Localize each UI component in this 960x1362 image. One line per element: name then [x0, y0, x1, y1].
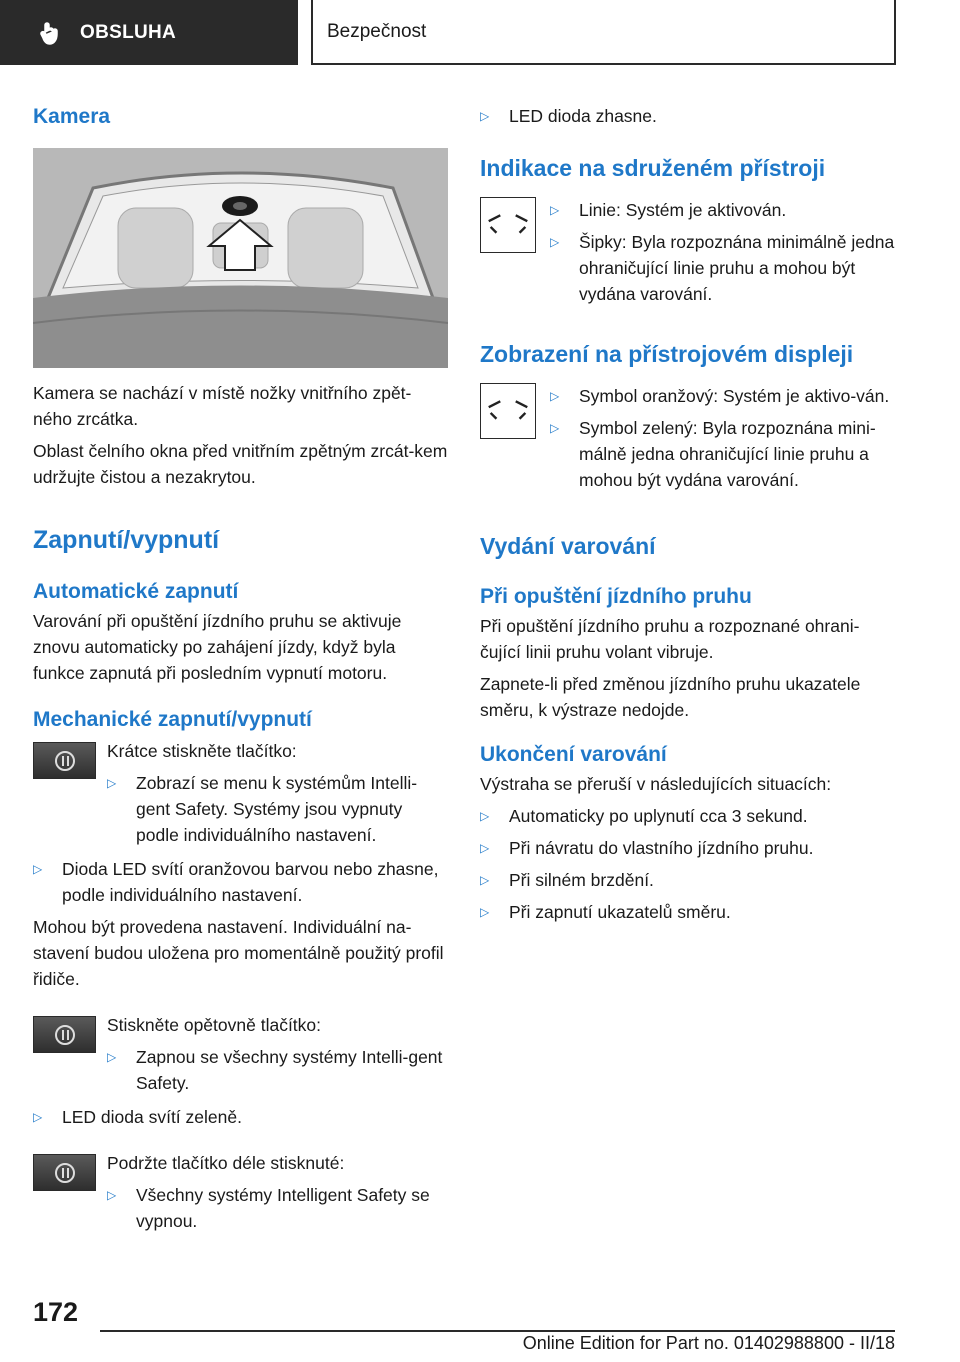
chapter-title: Bezpečnost: [327, 20, 427, 42]
press-short-block: [33, 738, 448, 848]
indikace-heading: Indikace na sdruženém přístroji: [480, 155, 826, 181]
zobrazeni-block: [480, 383, 900, 493]
list-item: ▷ Symbol oranžový: Systém je aktivo-ván.: [550, 383, 900, 409]
led-green-list: [33, 1104, 448, 1130]
zobrazeni-list: [550, 383, 900, 493]
led-off-list: [480, 103, 900, 129]
lane-departure-display-icon: [480, 383, 536, 439]
press-again-text: Stiskněte opětovně tlačítko:: [107, 1015, 322, 1035]
left-column: [33, 100, 448, 1234]
led-orange-list: [33, 856, 448, 908]
kamera-paragraph-2: Oblast čelního okna před vnitřním zpětným zrcát-kem udržujte čistou a nezakrytou.: [33, 441, 448, 487]
list-item: ▷ Symbol zelený: Byla rozpoznána mini-málně jedna ohraničující linie pruhu a mohou být vydána varování.: [550, 415, 900, 493]
edition-text: Online Edition for Part no. 01402988800 - II/18: [522, 1333, 895, 1353]
list-item: ▷ Při zapnutí ukazatelů směru.: [480, 899, 900, 925]
section-tab: [0, 0, 298, 65]
page-number: 172: [33, 1297, 79, 1327]
list-item: ▷ Automaticky po uplynutí cca 3 sekund.: [480, 803, 900, 829]
auto-heading: Automatické zapnutí: [33, 580, 239, 603]
zobrazeni-heading: Zobrazení na přístrojovém displeji: [480, 341, 854, 367]
press-long-list: [107, 1182, 448, 1234]
opusteni-paragraph-1: Při opuštění jízdního pruhu a rozpoznané ohrani-čující linii pruhu volant vibruje.: [480, 616, 860, 662]
press-long-block: [33, 1150, 448, 1234]
press-long-text: Podržte tlačítko déle stisknuté:: [107, 1153, 345, 1173]
kamera-heading: Kamera: [33, 105, 111, 128]
press-short-text: Krátce stiskněte tlačítko:: [107, 741, 297, 761]
list-item: ▷ Zobrazí se menu k systémům Intelli-gent Safety. Systémy jsou vypnuty podle individuálního nastavení.: [107, 770, 448, 848]
intelligent-safety-button-icon: [33, 1154, 96, 1191]
lane-departure-icon: [480, 197, 536, 253]
chapter-tab: [311, 0, 896, 65]
list-item: ▷ Linie: Systém je aktivován.: [550, 197, 900, 223]
list-item: ▷ LED dioda svítí zeleně.: [33, 1104, 448, 1130]
section-title: OBSLUHA: [80, 21, 177, 43]
opusteni-paragraph-2: Zapnete-li před změnou jízdního pruhu ukazatele směru, k výstraze nedojde.: [480, 674, 861, 720]
list-item: ▷ Při návratu do vlastního jízdního pruhu.: [480, 835, 900, 861]
mech-heading: Mechanické zapnutí/vypnutí: [33, 708, 312, 731]
camera-photo: [33, 148, 448, 368]
zapnuti-heading: Zapnutí/vypnutí: [33, 526, 220, 554]
ukonceni-list: [480, 803, 900, 925]
ukonceni-heading: Ukončení varování: [480, 743, 667, 766]
intelligent-safety-button-icon: [33, 1016, 96, 1053]
list-item: ▷ Dioda LED svítí oranžovou barvou nebo zhasne, podle individuálního nastavení.: [33, 856, 448, 908]
indikace-list: [550, 197, 900, 307]
list-item: ▷ LED dioda zhasne.: [480, 103, 900, 129]
list-item: ▷ Šipky: Byla rozpoznána minimálně jedna ohraničující linie pruhu a mohou být vydána varování.: [550, 229, 900, 307]
list-item: ▷ Zapnou se všechny systémy Intelli-gent Safety.: [107, 1044, 448, 1096]
windshield-illustration: [33, 148, 448, 368]
vydani-heading: Vydání varování: [480, 533, 656, 559]
hand-icon: [38, 20, 64, 46]
press-again-block: [33, 1012, 448, 1096]
list-item: ▷ Při silném brzdění.: [480, 867, 900, 893]
auto-paragraph: Varování při opuštění jízdního pruhu se aktivuje znovu automaticky po zahájení jízdy, když byla funkce zapnutá při posledním vypnutí motoru.: [33, 611, 402, 683]
intelligent-safety-button-icon: [33, 742, 96, 779]
footer-divider: [100, 1330, 895, 1332]
kamera-paragraph-1: Kamera se nachází v místě nožky vnitřního zpět-ného zrcátka.: [33, 383, 412, 429]
ukonceni-paragraph: Výstraha se přeruší v následujících situacích:: [480, 774, 832, 794]
opusteni-heading: Při opuštění jízdního pruhu: [480, 585, 752, 608]
right-column: [480, 100, 900, 925]
press-again-list: [107, 1044, 448, 1096]
list-item: ▷ Všechny systémy Intelligent Safety se vypnou.: [107, 1182, 448, 1234]
press-short-list: [107, 770, 448, 848]
indikace-block: [480, 197, 900, 307]
mohou-paragraph: Mohou být provedena nastavení. Individuální na-stavení budou uložena pro momentálně použitý profil řidiče.: [33, 917, 444, 989]
